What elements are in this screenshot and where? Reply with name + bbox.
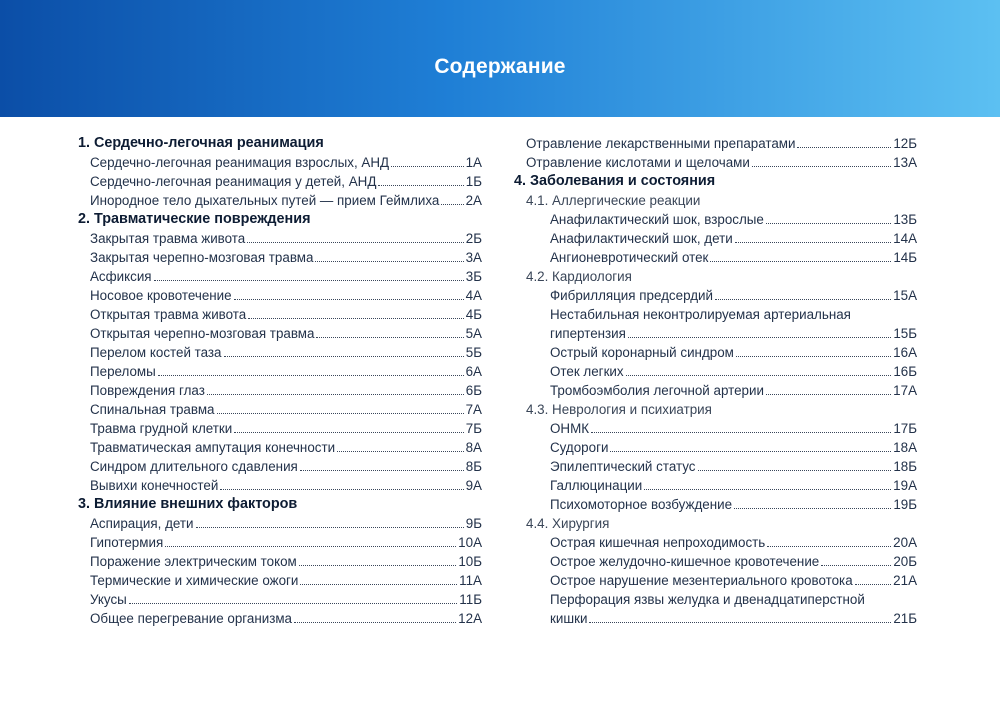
toc-entry[interactable] — [78, 305, 482, 324]
toc-section[interactable]: 3. Влияние внешних факторов — [78, 496, 298, 512]
leader-dots — [154, 280, 464, 281]
toc-page-number: 17Б — [893, 421, 917, 436]
toc-page-number: 7А — [465, 402, 482, 417]
toc-page-number: 21Б — [893, 611, 917, 626]
toc-entry[interactable] — [514, 286, 917, 305]
leader-dots — [698, 470, 892, 471]
toc-page-number: 4Б — [465, 307, 482, 322]
toc-page-number: 11А — [459, 573, 482, 588]
toc-entry-label: Травматическая ампутация конечности — [90, 440, 336, 455]
leader-dots — [300, 584, 457, 585]
toc-section[interactable]: 2. Травматические повреждения — [78, 211, 311, 227]
toc-entry[interactable] — [514, 552, 917, 571]
toc-page-number: 6Б — [465, 383, 482, 398]
toc-entry[interactable] — [514, 210, 917, 229]
leader-dots — [300, 470, 464, 471]
toc-entry[interactable] — [514, 457, 917, 476]
toc-entry[interactable] — [78, 343, 482, 362]
toc-page-number: 9Б — [465, 516, 482, 531]
toc-entry-label: Инородное тело дыхательных путей — прием Геймлиха — [90, 193, 440, 208]
leader-dots — [734, 508, 891, 509]
toc-page-number: 2А — [465, 193, 482, 208]
toc-page-number: 19Б — [893, 497, 917, 512]
leader-dots — [207, 394, 464, 395]
toc-entry-label: Термические и химические ожоги — [90, 573, 299, 588]
toc-entry[interactable] — [78, 533, 482, 552]
toc-page-number: 2Б — [465, 231, 482, 246]
toc-page-number: 1А — [465, 155, 482, 170]
toc-entry-label: Отравление лекарственными препаратами — [526, 136, 796, 151]
toc-page-number: 5Б — [465, 345, 482, 360]
toc-page-number: 13Б — [893, 212, 917, 227]
toc-page-number: 9А — [465, 478, 482, 493]
leader-dots — [247, 242, 464, 243]
toc-entry-label: Фибрилляция предсердий — [550, 288, 713, 303]
toc-entry[interactable] — [78, 191, 482, 210]
toc-section[interactable]: 1. Сердечно-легочная реанимация — [78, 135, 324, 151]
toc-entry-label: Эпилептический статус — [550, 459, 696, 474]
leader-dots — [315, 261, 463, 262]
toc-entry-label: Отек легких — [550, 364, 624, 379]
toc-entry-label: Аспирация, дети — [90, 516, 194, 531]
toc-entry[interactable] — [78, 590, 482, 609]
leader-dots — [248, 318, 464, 319]
toc-entry[interactable] — [514, 476, 917, 495]
toc-entry[interactable] — [78, 153, 482, 172]
toc-entry[interactable] — [514, 495, 917, 514]
toc-entry-label: Травма грудной клетки — [90, 421, 233, 436]
toc-page-number: 20Б — [893, 554, 917, 569]
leader-dots — [589, 622, 891, 623]
toc-page-number: 17А — [893, 383, 917, 398]
toc-entry[interactable] — [78, 286, 482, 305]
leader-dots — [234, 432, 464, 433]
toc-page-number: 18Б — [893, 459, 917, 474]
leader-dots — [610, 451, 891, 452]
leader-dots — [234, 299, 464, 300]
toc-entry-label: Психомоторное возбуждение — [550, 497, 733, 512]
leader-dots — [294, 622, 456, 623]
toc-entry[interactable] — [514, 362, 917, 381]
toc-subsection[interactable] — [514, 400, 917, 419]
toc-page-number: 14А — [893, 231, 917, 246]
leader-dots — [735, 242, 891, 243]
toc-page-number: 8Б — [465, 459, 482, 474]
leader-dots — [591, 432, 891, 433]
toc-page-number: 14Б — [893, 250, 917, 265]
toc-entry[interactable] — [78, 457, 482, 476]
toc-entry-label: Гипотермия — [90, 535, 164, 550]
leader-dots — [626, 375, 892, 376]
toc-entry-label: Синдром длительного сдавления — [90, 459, 298, 474]
toc-entry[interactable] — [514, 381, 917, 400]
toc-entry-label: Ангионевротический отек — [550, 250, 709, 265]
leader-dots — [441, 204, 463, 205]
toc-page-number: 3Б — [465, 269, 482, 284]
toc-entry-label: Асфиксия — [90, 269, 152, 284]
toc-entry[interactable] — [78, 571, 482, 590]
toc-entry-label: Закрытая травма живота — [90, 231, 246, 246]
leader-dots — [821, 565, 891, 566]
toc-entry[interactable] — [78, 514, 482, 533]
leader-dots — [129, 603, 458, 604]
toc-entry[interactable] — [514, 229, 917, 248]
toc-page-number: 12Б — [893, 136, 917, 151]
page-title: Содержание — [434, 55, 566, 78]
toc-entry[interactable] — [78, 438, 482, 457]
toc-entry[interactable] — [514, 248, 917, 267]
toc-entry[interactable] — [78, 172, 482, 191]
toc-entry[interactable] — [514, 533, 917, 552]
toc-page-number: 11Б — [459, 592, 482, 607]
leader-dots — [766, 223, 891, 224]
toc-entry-label: Анафилактический шок, взрослые — [550, 212, 764, 227]
toc-section[interactable]: 4. Заболевания и состояния — [514, 173, 716, 189]
toc-entry-label: Повреждения глаз — [90, 383, 205, 398]
toc-entry[interactable] — [78, 267, 482, 286]
toc-entry-label: Поражение электрическим током — [90, 554, 297, 569]
toc-entry-label: Тромбоэмболия легочной артерии — [550, 383, 764, 398]
toc-entry-label: Переломы — [90, 364, 156, 379]
toc-entry-label: Носовое кровотечение — [90, 288, 232, 303]
toc-entry-label: Отравление кислотами и щелочами — [526, 155, 750, 170]
toc-subsection-label: 4.1. Аллергические реакции — [526, 193, 701, 208]
toc-entry-label: Сердечно-легочная реанимация у детей, АНД — [90, 174, 377, 189]
toc-page-number: 20А — [893, 535, 917, 550]
toc-page-number: 16Б — [893, 364, 917, 379]
toc-subsection-label: 4.4. Хирургия — [526, 516, 610, 531]
toc-page-number: 3А — [465, 250, 482, 265]
toc-entry[interactable] — [78, 381, 482, 400]
toc-entry[interactable] — [78, 324, 482, 343]
toc-page-number: 15Б — [893, 326, 917, 341]
toc-entry[interactable] — [514, 324, 917, 343]
leader-dots — [855, 584, 892, 585]
toc-entry-label: Судороги — [550, 440, 609, 455]
toc-entry[interactable] — [514, 134, 917, 153]
toc-page-number: 13А — [893, 155, 917, 170]
toc-entry-label: Галлюцинации — [550, 478, 643, 493]
toc-entry[interactable] — [78, 419, 482, 438]
toc-entry-label: гипертензия — [550, 326, 626, 341]
leader-dots — [299, 565, 457, 566]
toc-entry-label: Острый коронарный синдром — [550, 345, 734, 360]
leader-dots — [316, 337, 463, 338]
toc-entry-label: Сердечно-легочная реанимация взрослых, АНД — [90, 155, 390, 170]
toc-page-number: 21А — [893, 573, 917, 588]
leader-dots — [710, 261, 891, 262]
toc-page-number: 15А — [893, 288, 917, 303]
leader-dots — [224, 356, 464, 357]
toc-entry-label: ОНМК — [550, 421, 590, 436]
toc-page-number: 10Б — [458, 554, 482, 569]
leader-dots — [378, 185, 463, 186]
toc-entry-label: Открытая травма живота — [90, 307, 247, 322]
toc-entry[interactable] — [514, 343, 917, 362]
toc-entry-label: Общее перегревание организма — [90, 611, 292, 626]
toc-entry-label: Закрытая черепно-мозговая травма — [90, 250, 314, 265]
toc-page-number: 5А — [465, 326, 482, 341]
toc-subsection[interactable] — [514, 514, 917, 533]
toc-entry-label: Перелом костей таза — [90, 345, 222, 360]
leader-dots — [628, 337, 891, 338]
toc-right-column — [514, 134, 917, 628]
toc-entry[interactable] — [78, 229, 482, 248]
toc-page-number: 19А — [893, 478, 917, 493]
toc-entry-label: Вывихи конечностей — [90, 478, 219, 493]
toc-entry-label-line1[interactable]: Перфорация язвы желудка и двенадцатиперстной — [550, 592, 865, 607]
toc-entry[interactable] — [514, 571, 917, 590]
toc-page-number: 12А — [458, 611, 482, 626]
toc-page-number: 1Б — [465, 174, 482, 189]
toc-entry-label: Укусы — [90, 592, 127, 607]
toc-entry[interactable] — [78, 400, 482, 419]
toc-page-number: 8А — [465, 440, 482, 455]
toc-subsection-label: 4.3. Неврология и психиатрия — [526, 402, 712, 417]
toc-entry[interactable] — [78, 609, 482, 628]
leader-dots — [158, 375, 464, 376]
leader-dots — [797, 147, 891, 148]
toc-subsection-label: 4.2. Кардиология — [526, 269, 632, 284]
toc-entry[interactable] — [78, 552, 482, 571]
toc-page-number: 18А — [893, 440, 917, 455]
toc-entry-label: Открытая черепно-мозговая травма — [90, 326, 315, 341]
toc-left-column — [78, 134, 482, 628]
toc-entry-label: Анафилактический шок, дети — [550, 231, 733, 246]
toc-entry[interactable] — [514, 609, 917, 628]
toc-page-number: 4А — [465, 288, 482, 303]
toc-subsection[interactable] — [514, 191, 917, 210]
toc-subsection[interactable] — [514, 267, 917, 286]
toc-entry-label: Спинальная травма — [90, 402, 215, 417]
leader-dots — [391, 166, 464, 167]
toc-entry[interactable] — [514, 438, 917, 457]
toc-entry[interactable] — [78, 248, 482, 267]
leader-dots — [736, 356, 891, 357]
toc-entry[interactable] — [514, 419, 917, 438]
toc-page-number: 6А — [465, 364, 482, 379]
toc-entry[interactable] — [78, 362, 482, 381]
leader-dots — [644, 489, 891, 490]
toc-entry-label: Острое нарушение мезентериального кровотока — [550, 573, 853, 588]
toc-page-number: 10А — [458, 535, 482, 550]
toc-entry-label-line1[interactable]: Нестабильная неконтролируемая артериальная — [550, 307, 851, 322]
leader-dots — [220, 489, 463, 490]
leader-dots — [715, 299, 891, 300]
toc-page-number: 7Б — [465, 421, 482, 436]
leader-dots — [217, 413, 464, 414]
toc-entry-label: Острое желудочно-кишечное кровотечение — [550, 554, 820, 569]
leader-dots — [165, 546, 456, 547]
toc-entry[interactable] — [78, 476, 482, 495]
toc-entry-label: Острая кишечная непроходимость — [550, 535, 766, 550]
leader-dots — [767, 546, 891, 547]
leader-dots — [337, 451, 464, 452]
leader-dots — [766, 394, 891, 395]
toc-page-number: 16А — [893, 345, 917, 360]
toc-entry-label: кишки — [550, 611, 588, 626]
toc-entry[interactable] — [514, 153, 917, 172]
leader-dots — [752, 166, 891, 167]
leader-dots — [196, 527, 464, 528]
